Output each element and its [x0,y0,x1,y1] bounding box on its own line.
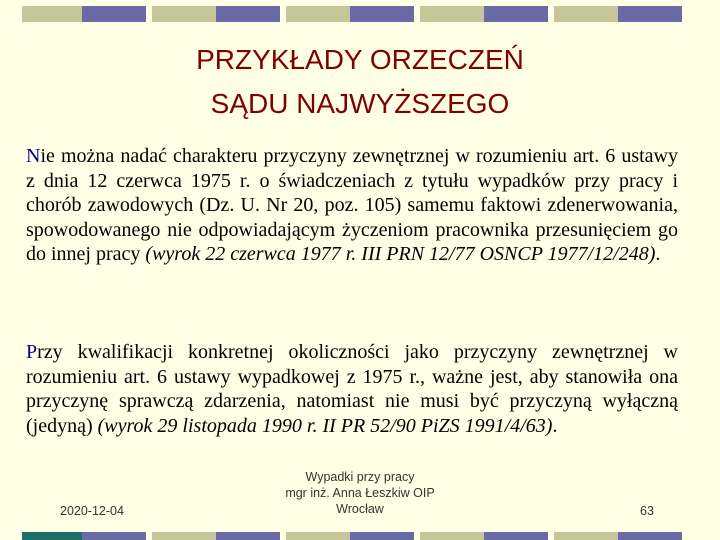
paragraph-2-text: rzy kwalifikacji konkretnej okoliczności jako przyczyny zewnętrznej w rozumieniu art. 6 ustawy wypadkowej z 1975 r., ważne jest, aby stanowiła ona przyczynę sprawczą zdarzenia, natomiast nie musi być przyczyną wyłączną (jedyną) [26,341,678,437]
footer-line-3: Wrocław [336,502,384,516]
paragraph-2-initial: P [26,341,38,363]
footer-line-2: mgr inż. Anna Łeszkiw OIP [285,486,435,500]
paragraph-1-text: ie można nadać charakteru przyczyny zewnętrznej w rozumieniu art. 6 ustawy z dnia 12 czerwca 1975 r. o świadczeniach z tytułu wypadków przy pracy i chorób zawodowych (Dz. U. Nr 20, poz. 105) samemu faktowi zdenerwowania, spowodowanego nie odpowiadającym życzeniom pracownika przesunięciem go do innej pracy [26,145,678,265]
slide-title [80,38,640,126]
footer-line-1: Wypadki przy pracy [305,470,415,484]
footer-center [240,469,480,517]
paragraph-2 [26,340,678,438]
title-line-1: PRZYKŁADY ORZECZEŃ [196,44,524,75]
paragraph-1 [26,144,678,267]
paragraph-1-ending: . [655,243,661,265]
title-line-2: SĄDU NAJWYŻSZEGO [210,88,510,119]
page-number: 63 [640,504,654,518]
top-decorative-stripe [22,6,706,22]
paragraph-2-citation: (wyrok 29 listopada 1990 r. II PR 52/90 PiZS 1991/4/63) [97,414,553,437]
footer-date: 2020-12-04 [60,504,124,518]
bottom-decorative-stripe [22,532,706,540]
paragraph-1-citation: (wyrok 22 czerwca 1977 r. III PRN 12/77 OSNCP 1977/12/248) [145,243,656,265]
paragraph-2-ending: . [552,414,558,437]
paragraph-1-initial: N [26,145,41,167]
